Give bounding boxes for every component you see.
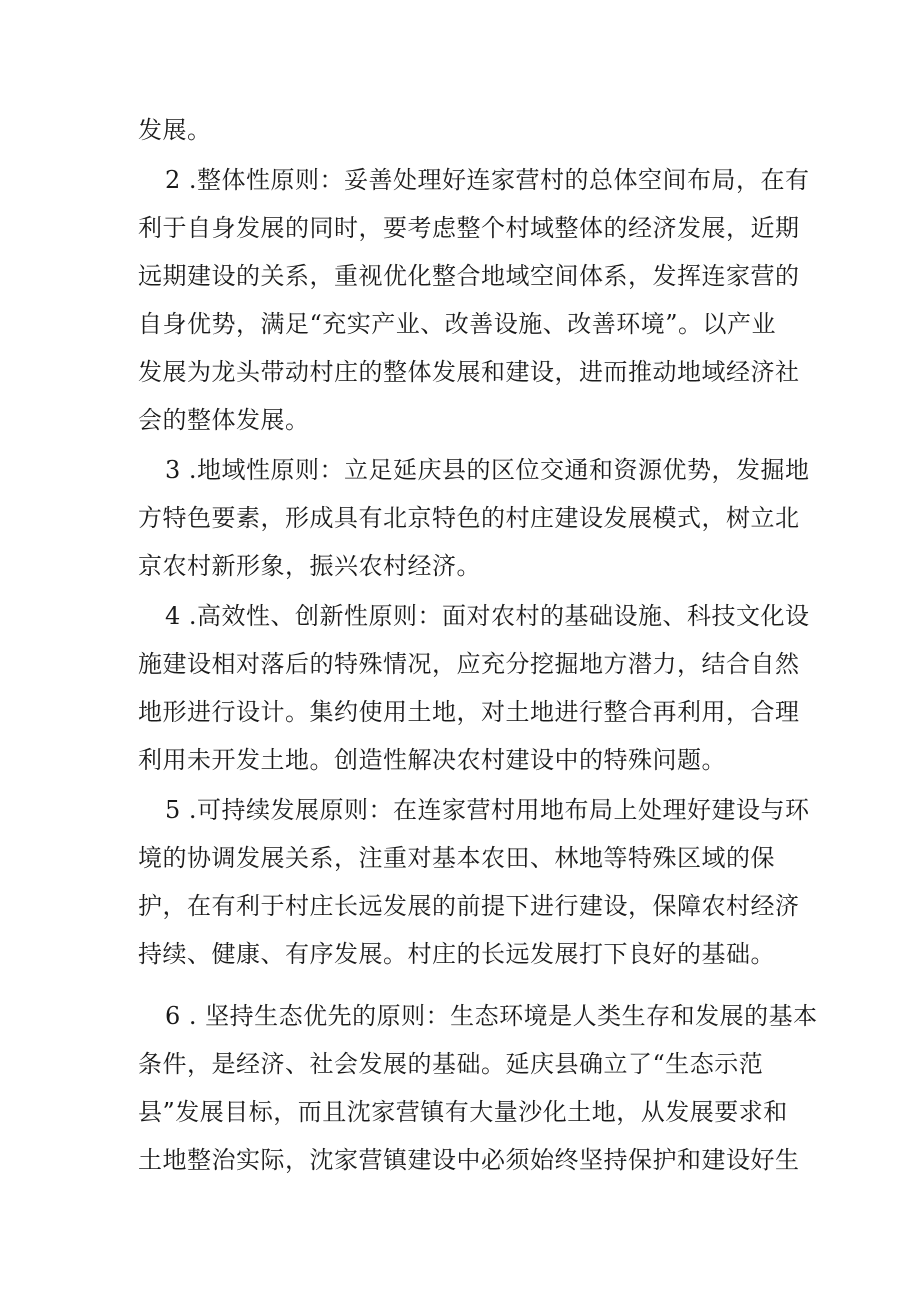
text-line: 利用未开发土地。创造性解决农村建设中的特殊问题。 bbox=[138, 746, 726, 774]
text-line: 地形进行设计。集约使用土地，对土地进行整合再利用，合理 bbox=[138, 698, 800, 726]
principle-3-heading-line: 3 .地域性原则：立足延庆县的区位交通和资源优势，发掘地 bbox=[165, 456, 810, 484]
text-line: 护，在有利于村庄长远发展的前提下进行建设，保障农村经济 bbox=[138, 892, 800, 920]
text-line: 远期建设的关系，重视优化整合地域空间体系，发挥连家营的 bbox=[138, 262, 800, 290]
principle-5-heading-line: 5 .可持续发展原则：在连家营村用地布局上处理好建设与环 bbox=[165, 796, 810, 824]
text-line: 发展。 bbox=[138, 116, 212, 144]
text-line: 境的协调发展关系，注重对基本农田、林地等特殊区域的保 bbox=[138, 844, 775, 872]
principle-2-heading-line: 2 .整体性原则：妥善处理好连家营村的总体空间布局，在有 bbox=[165, 166, 810, 194]
text-line: 自身优势，满足“充实产业、改善设施、改善环境”。以产业 bbox=[138, 310, 777, 338]
text-line: 方特色要素，形成具有北京特色的村庄建设发展模式，树立北 bbox=[138, 504, 800, 532]
text-line: 京农村新形象，振兴农村经济。 bbox=[138, 552, 481, 580]
text-line: 发展为龙头带动村庄的整体发展和建设，进而推动地域经济社 bbox=[138, 358, 800, 386]
text-line: 县”发展目标，而且沈家营镇有大量沙化土地，从发展要求和 bbox=[138, 1098, 788, 1126]
text-line: 持续、健康、有序发展。村庄的长远发展打下良好的基础。 bbox=[138, 940, 775, 968]
text-line: 会的整体发展。 bbox=[138, 406, 310, 434]
principle-4-heading-line: 4 .高效性、创新性原则：面对农村的基础设施、科技文化设 bbox=[165, 602, 810, 630]
text-line: 利于自身发展的同时，要考虑整个村域整体的经济发展，近期 bbox=[138, 214, 800, 242]
text-line: 施建设相对落后的特殊情况，应充分挖掘地方潜力，结合自然 bbox=[138, 650, 800, 678]
text-line: 条件，是经济、社会发展的基础。延庆县确立了“生态示范 bbox=[138, 1050, 764, 1078]
principle-6-heading-line: 6 . 坚持生态优先的原则：生态环境是人类生存和发展的基本 bbox=[165, 1002, 818, 1030]
text-line: 土地整治实际，沈家营镇建设中必须始终坚持保护和建设好生 bbox=[138, 1146, 800, 1174]
